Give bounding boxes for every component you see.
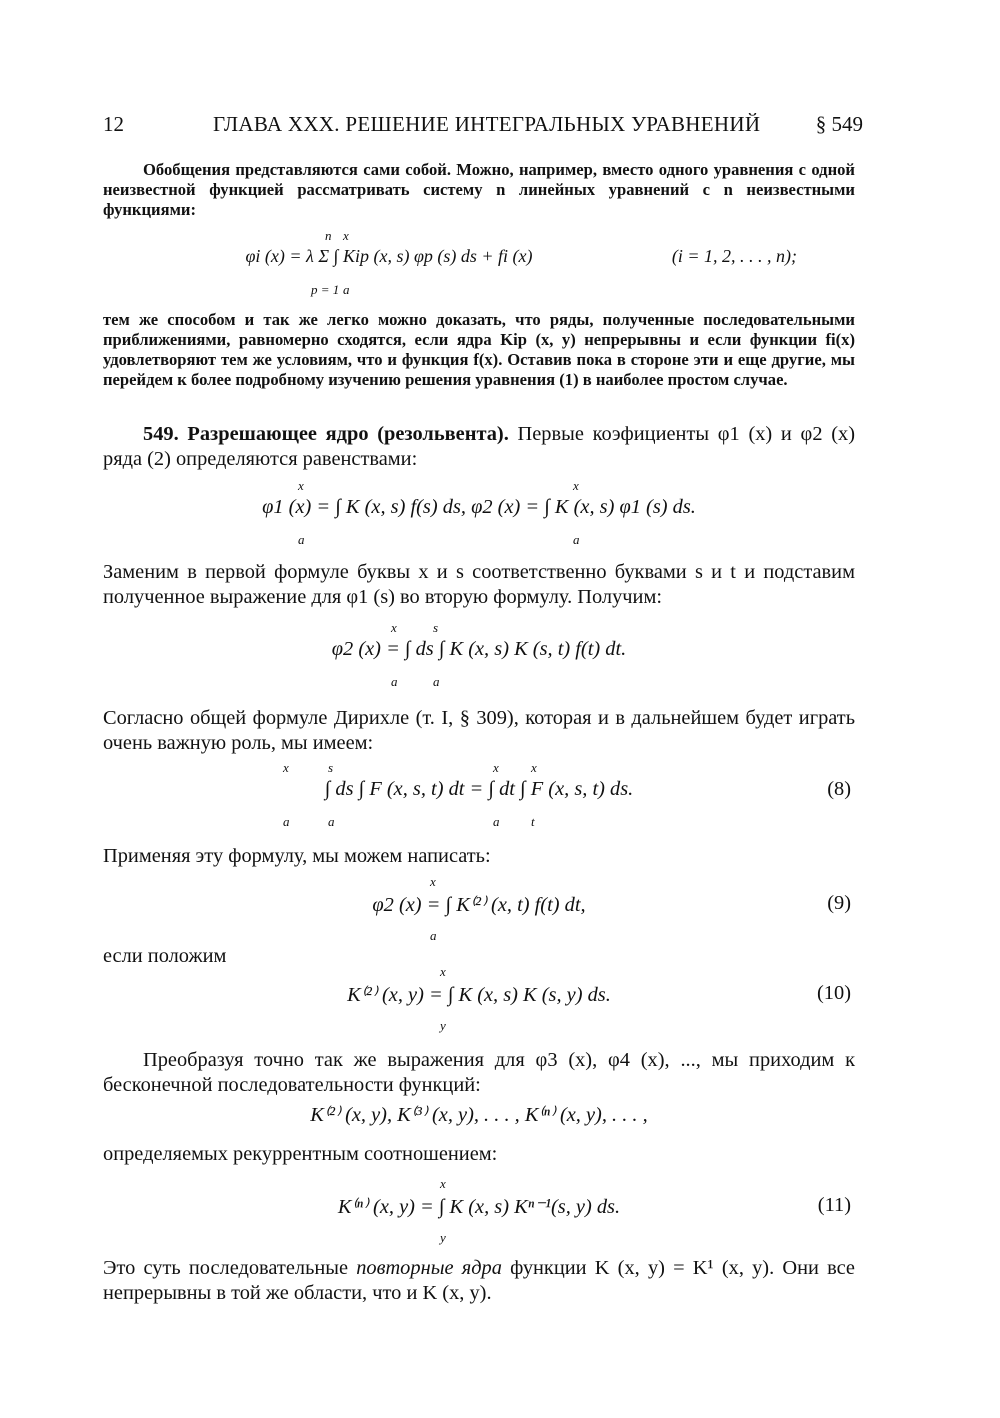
running-header — [103, 112, 863, 146]
equation-sequence — [103, 1090, 855, 1134]
equation-11: x K⁽ⁿ⁾ (x, y) = ∫ K (x, s) Kⁿ⁻¹(s, y) ds. y (11) — [103, 1176, 855, 1246]
paragraph-substitute: Заменим в первой формуле буквы x и s соответственно буквами s и t и подставим полученное выражение для φ1 (s) во вторую формулу. Получим: — [103, 561, 855, 608]
equation-8-formula: ∫ ds ∫ F (x, s, t) dt = ∫ dt ∫ F (x, s, t) ds. — [324, 778, 634, 800]
paragraph-iterated-kernels: Это суть последовательные повторные ядра функции K (x, y) = K¹ (x, y). Они все непрерывны в той же области, что и K (x, y). — [103, 1257, 855, 1304]
equation-10-number: (10) — [817, 982, 851, 1004]
equation-10-formula: K⁽²⁾ (x, y) = ∫ K (x, s) K (s, y) ds. — [347, 984, 611, 1006]
section-heading-549: 549. Разрешающее ядро (резольвента). — [143, 423, 509, 445]
equation-phi: x x φ1 (x) = ∫ K (x, s) f(s) ds, φ2 (x) = ∫ K (x, s) φ1 (s) ds. a a — [103, 478, 855, 548]
page-number: 12 — [103, 112, 124, 136]
equation-system-range: (i = 1, 2, . . . , n); — [671, 246, 797, 266]
equation-11-formula: K⁽ⁿ⁾ (x, y) = ∫ K (x, s) Kⁿ⁻¹(s, y) ds. — [337, 1196, 621, 1218]
paragraph-convergence: тем же способом и так же легко можно доказать, что ряды, полученные последовательными приближениями, равномерно сходятся, если ядра Kip (x, y) непрерывны и если функции fi(x) удовлетворяют тем же условиям, что и функция f(x). Оставив пока в стороне эти и еще другие, мы перейдем к более подробному изучению решения уравнения (1) в наиболее простом случае. — [103, 310, 855, 389]
paragraph-resolvent: 549. Разрешающее ядро (резольвента). Первые коэфициенты φ1 (x) и φ2 (x) ряда (2) определяются равенствами: — [103, 423, 856, 470]
equation-sequence-formula: K⁽²⁾ (x, y), K⁽³⁾ (x, y), . . . , K⁽ⁿ⁾ (x, y), . . . , — [310, 1104, 648, 1126]
equation-9: x φ2 (x) = ∫ K⁽²⁾ (x, t) f(t) dt, a (9) — [103, 874, 855, 944]
equation-system-formula: φi (x) = λ Σ ∫ Kip (x, s) φp (s) ds + fi (x) — [245, 246, 533, 266]
equation-system: n x φi (x) = λ Σ ∫ Kip (x, s) φp (s) ds + fi (x) p = 1 a (i = 1, 2, . . . , n); — [103, 228, 855, 298]
chapter-title: ГЛАВА XXX. РЕШЕНИЕ ИНТЕГРАЛЬНЫХ УРАВНЕНИЙ — [213, 112, 761, 136]
term-iterated-kernels: повторные ядра — [356, 1257, 502, 1279]
equation-phi2-formula: φ2 (x) = ∫ ds ∫ K (x, s) K (s, t) f(t) dt. — [331, 638, 627, 660]
equation-11-number: (11) — [817, 1194, 851, 1216]
paragraph-dirichlet: Согласно общей формуле Дирихле (т. I, § 309), которая и в дальнейшем будет играть очень важную роль, мы имеем: — [103, 707, 855, 754]
paragraph-generalization: Обобщения представляются сами собой. Можно, например, вместо одного уравнения с одной неизвестной функцией рассматривать систему n линейных уравнений с n неизвестными функциями: — [103, 160, 855, 219]
paragraph-transform: Преобразуя точно так же выражения для φ3 (x), φ4 (x), ..., мы приходим к бесконечной последовательности функций: — [103, 1049, 855, 1096]
equation-phi-formula: φ1 (x) = ∫ K (x, s) f(s) ds, φ2 (x) = ∫ K (x, s) φ1 (s) ds. — [262, 496, 696, 518]
equation-10: x K⁽²⁾ (x, y) = ∫ K (x, s) K (s, y) ds. y (10) — [103, 964, 855, 1034]
paragraph-apply: Применяя эту формулу, мы можем написать: — [103, 845, 491, 867]
paragraph-recurrence: определяемых рекуррентным соотношением: — [103, 1143, 498, 1165]
equation-8-number: (8) — [827, 778, 851, 800]
equation-8: x s x x ∫ ds ∫ F (x, s, t) dt = ∫ dt ∫ F (x, s, t) ds. a a a t (8) — [103, 760, 855, 830]
equation-phi2: x s φ2 (x) = ∫ ds ∫ K (x, s) K (s, t) f(t) dt. a a — [103, 620, 855, 690]
equation-9-number: (9) — [827, 892, 851, 914]
section-number: § 549 — [815, 112, 863, 136]
equation-9-formula: φ2 (x) = ∫ K⁽²⁾ (x, t) f(t) dt, — [372, 894, 586, 916]
paragraph-if-put: если положим — [103, 945, 227, 967]
